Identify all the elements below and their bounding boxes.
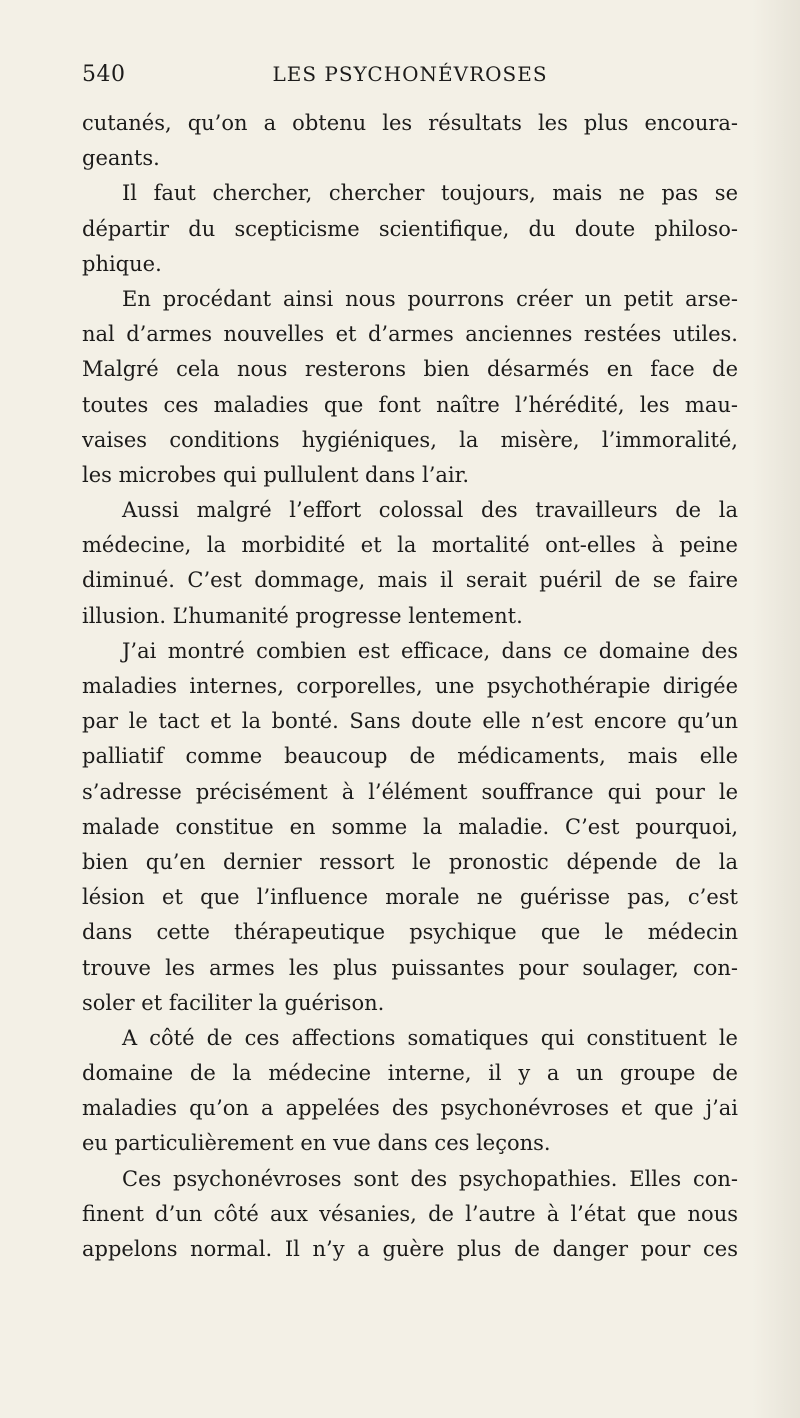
body-text: [82, 106, 738, 1267]
text-line: maladies internes, corporelles, une psychothérapie dirigée: [82, 674, 738, 698]
running-title: LES PSYCHONÉVROSES: [272, 62, 548, 86]
text-line: par le tact et la bonté. Sans doute elle n’est encore qu’un: [82, 709, 738, 734]
text-line: illusion. L’humanité progresse lentement.: [82, 603, 523, 628]
text-line: appelons normal. Il n’y a guère plus de danger pour ces: [82, 1237, 738, 1261]
text-line: palliatif comme beaucoup de médicaments, mais elle: [82, 744, 738, 769]
text-line: bien qu’en dernier ressort le pronostic dépende de la: [82, 849, 738, 874]
text-line: les microbes qui pullulent dans l’air.: [82, 462, 470, 487]
text-line: eu particulièrement en vue dans ces leçons.: [82, 1131, 551, 1156]
text-line: toutes ces maladies que font naître l’hérédité, les mau-: [82, 392, 738, 417]
text-line: J’ai montré combien est efficace, dans ce domaine des: [122, 638, 738, 663]
text-line: Malgré cela nous resterons bien désarmés en face de: [82, 357, 738, 382]
text-line: finent d’un côté aux vésanies, de l’autre à l’état que nous: [82, 1201, 738, 1226]
text-line: Aussi malgré l’effort colossal des travailleurs de la: [122, 498, 738, 523]
text-line: En procédant ainsi nous pourrons créer un petit arse-: [122, 286, 738, 311]
text-line: vaises conditions hygiéniques, la misère, l’immoralité,: [82, 427, 738, 452]
page-header: [82, 62, 738, 92]
text-line: cutanés, qu’on a obtenu les résultats les plus encoura-: [82, 111, 738, 135]
text-line: maladies qu’on a appelées des psychonévroses et que j’ai: [82, 1096, 738, 1121]
text-line: geants.: [82, 146, 160, 171]
text-line: départir du scepticisme scientifique, du doute philoso-: [82, 216, 738, 241]
text-line: soler et faciliter la guérison.: [82, 990, 385, 1015]
text-line: diminué. C’est dommage, mais il serait puéril de se faire: [82, 568, 738, 593]
text-line: médecine, la morbidité et la mortalité ont-elles à peine: [82, 533, 738, 558]
text-line: lésion et que l’influence morale ne guérisse pas, c’est: [82, 885, 738, 910]
text-line: s’adresse précisément à l’élément souffrance qui pour le: [82, 779, 738, 804]
text-line: malade constitue en somme la maladie. C’est pourquoi,: [82, 814, 738, 839]
text-line: nal d’armes nouvelles et d’armes anciennes restées utiles.: [82, 322, 738, 347]
text-line: trouve les armes les plus puissantes pour soulager, con-: [82, 955, 738, 980]
text-line: Ces psychonévroses sont des psychopathies. Elles con-: [122, 1166, 738, 1191]
text-line: phique.: [82, 251, 162, 276]
text-line: dans cette thérapeutique psychique que le médecin: [82, 920, 738, 945]
page-number: 540: [82, 62, 126, 87]
text-line: A côté de ces affections somatiques qui constituent le: [122, 1025, 738, 1050]
text-line: Il faut chercher, chercher toujours, mais ne pas se: [122, 181, 738, 206]
text-line: domaine de la médecine interne, il y a un groupe de: [82, 1061, 738, 1086]
